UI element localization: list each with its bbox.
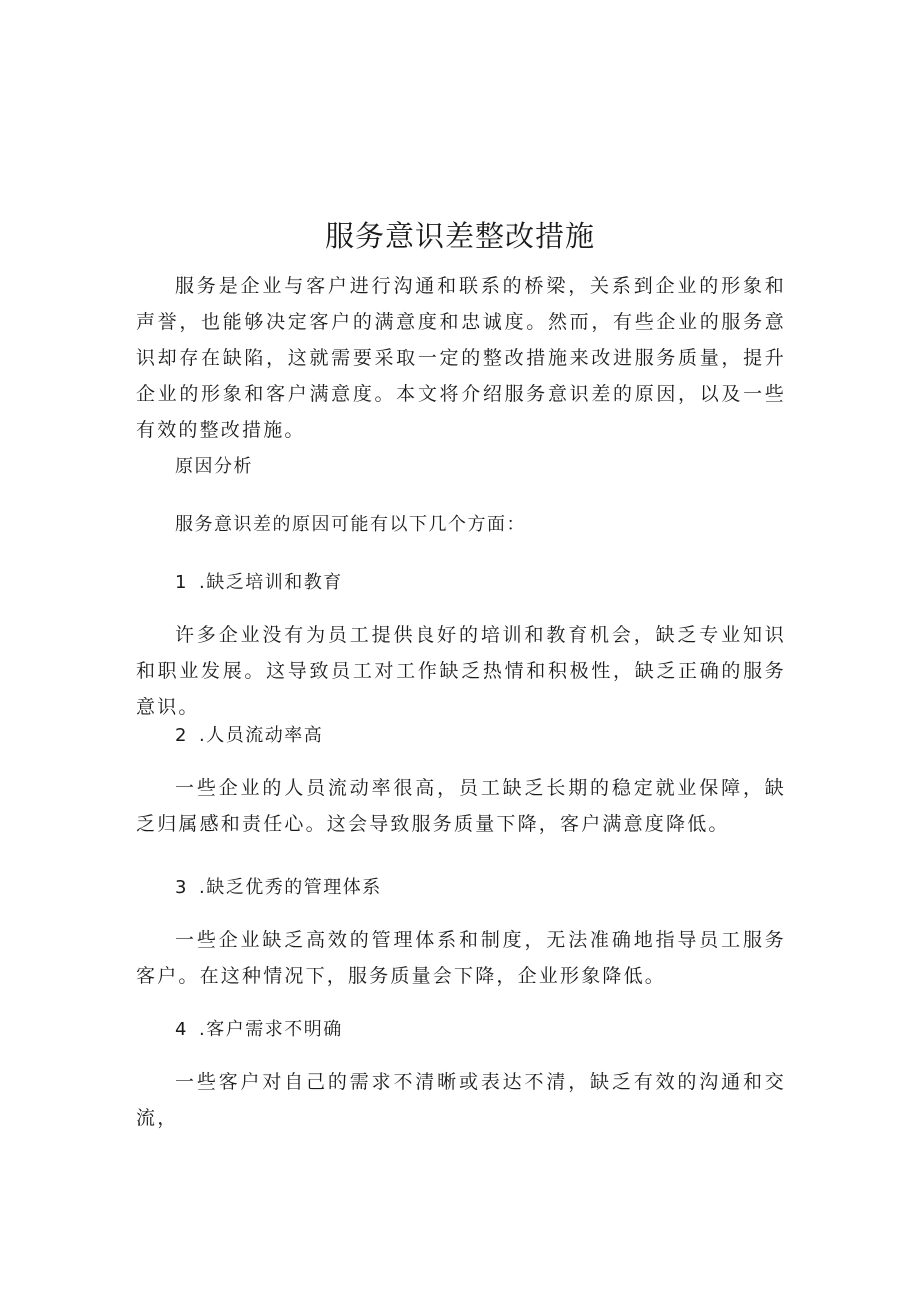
- item-heading-2: [175, 721, 323, 751]
- item-heading-text: .客户需求不明确: [199, 1019, 343, 1040]
- item-heading-1: [175, 568, 343, 598]
- document-title: 服务意识差整改措施: [324, 219, 595, 253]
- item-heading-4: [175, 1015, 343, 1045]
- intro-paragraph: 服务是企业与客户进行沟通和联系的桥梁，关系到企业的形象和声誉，也能够决定客户的满意度和忠诚度。然而，有些企业的服务意识却存在缺陷，这就需要采取一定的整改措施来改进服务质量，提升企业的形象和客户满意度。本文将介绍服务意识差的原因，以及一些有效的整改措施。: [136, 275, 786, 441]
- item-number: 2: [175, 725, 188, 746]
- item-heading-text: .人员流动率高: [199, 725, 324, 746]
- item-heading-text: .缺乏优秀的管理体系: [199, 877, 382, 898]
- item-body-4: 一些客户对自己的需求不清晰或表达不清，缺乏有效的沟通和交流，: [136, 1071, 786, 1129]
- item-number: 1: [175, 572, 188, 593]
- item-body-1: 许多企业没有为员工提供良好的培训和教育机会，缺乏专业知识和职业发展。这导致员工对工作缺乏热情和积极性，缺乏正确的服务意识。: [136, 624, 786, 718]
- item-heading-3: [175, 873, 382, 903]
- item-number: 4: [175, 1019, 188, 1040]
- item-heading-text: .缺乏培训和教育: [199, 572, 343, 593]
- section-lead: 服务意识差的原因可能有以下几个方面：: [175, 514, 526, 535]
- item-body-3: 一些企业缺乏高效的管理体系和制度，无法准确地指导员工服务客户。在这种情况下，服务质量会下降，企业形象降低。: [136, 929, 786, 987]
- item-number: 3: [175, 877, 188, 898]
- section-heading: 原因分析: [175, 456, 253, 477]
- item-body-2: 一些企业的人员流动率很高，员工缺乏长期的稳定就业保障，缺乏归属感和责任心。这会导致服务质量下降，客户满意度降低。: [136, 777, 786, 835]
